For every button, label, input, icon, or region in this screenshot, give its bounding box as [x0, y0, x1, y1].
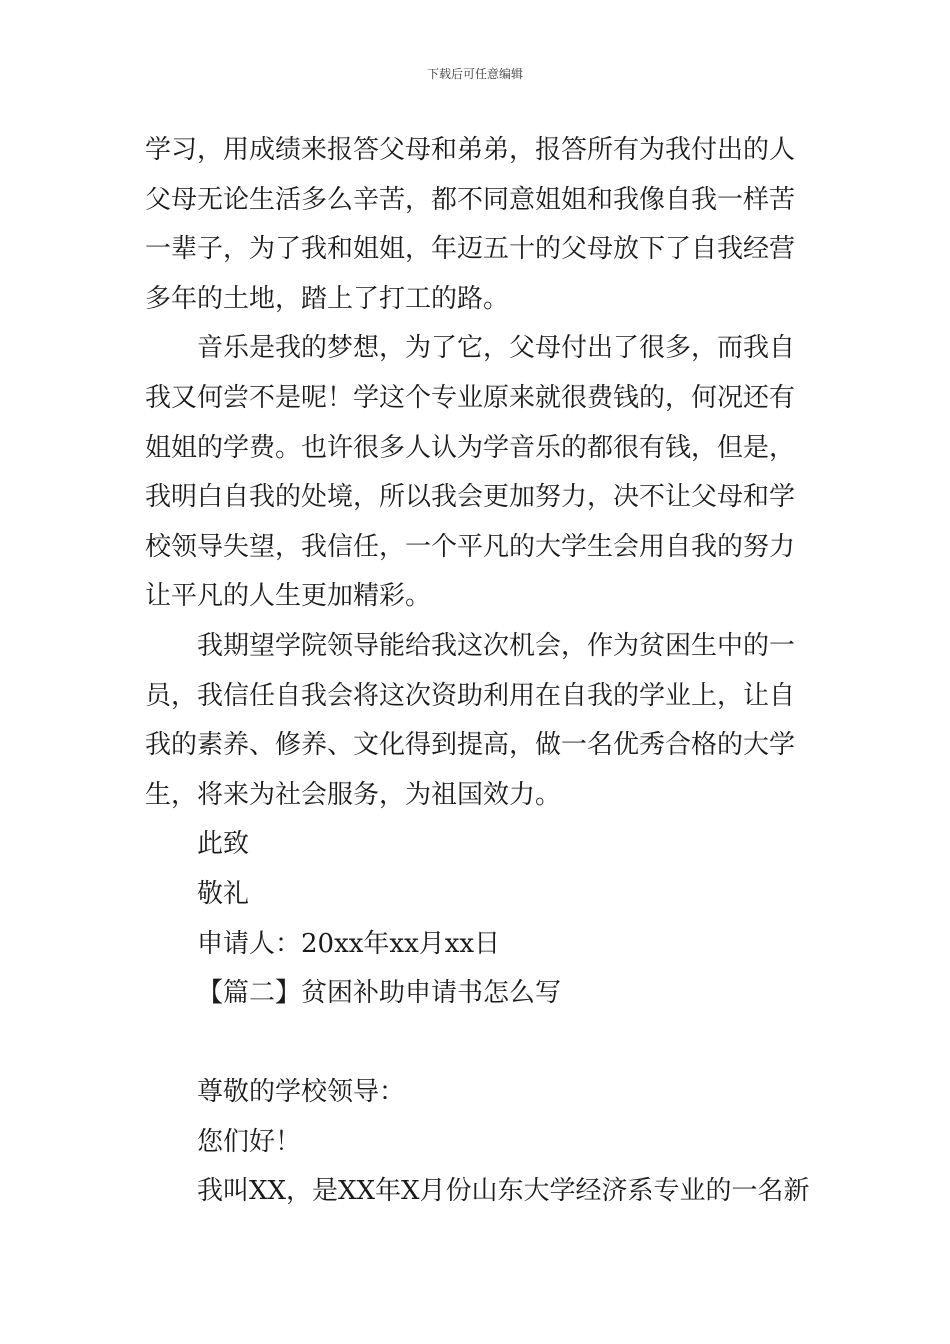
- blank-line: [145, 1019, 810, 1069]
- applicant-signature-date: 申请人：20xx年xx月xx日: [197, 928, 501, 959]
- text-line: 多年的土地，踏上了打工的路。: [145, 283, 510, 314]
- page-header-note: 下载后可任意编辑: [426, 67, 523, 81]
- document-body: [145, 126, 810, 1217]
- text-line: 父母无论生活多么辛苦，都不同意姐姐和我像自我一样苦: [145, 184, 796, 215]
- text-line: 我又何尝不是呢！学这个专业原来就很费钱的，何况还有: [145, 382, 796, 413]
- letter-greeting: 尊敬的学校领导：: [197, 1077, 406, 1108]
- paragraph-start-line: 我期望学院领导能给我这次机会，作为贫困生中的一: [197, 630, 796, 661]
- closing-salutation: 此致: [197, 829, 250, 860]
- paragraph-start-line: 音乐是我的梦想，为了它，父母付出了很多，而我自: [197, 333, 796, 364]
- text-line: 一辈子，为了我和姐姐，年迈五十的父母放下了自我经营: [145, 234, 796, 265]
- text-line: 校领导失望，我信任，一个平凡的大学生会用自我的努力: [145, 531, 796, 562]
- section-heading: 【篇二】贫困补助申请书怎么写: [197, 978, 562, 1009]
- text-line: 我明白自我的处境，所以我会更加努力，决不让父母和学: [145, 482, 796, 513]
- closing-regards: 敬礼: [197, 878, 250, 909]
- text-line: 员，我信任自我会将这次资助利用在自我的学业上，让自: [145, 680, 796, 711]
- text-line: 学习，用成绩来报答父母和弟弟，报答所有为我付出的人: [145, 135, 796, 165]
- text-line: 让平凡的人生更加精彩。: [145, 581, 432, 612]
- text-line: 生，将来为社会服务，为祖国效力。: [145, 779, 562, 810]
- letter-hello: 您们好！: [197, 1126, 302, 1157]
- text-line: 我的素养、修养、文化得到提高，做一名优秀合格的大学: [145, 730, 796, 761]
- text-line: 姐姐的学费。也许很多人认为学音乐的都很有钱，但是，: [145, 432, 796, 463]
- paragraph-start-line: 我叫XX，是XX年X月份山东大学经济系专业的一名新: [197, 1176, 810, 1207]
